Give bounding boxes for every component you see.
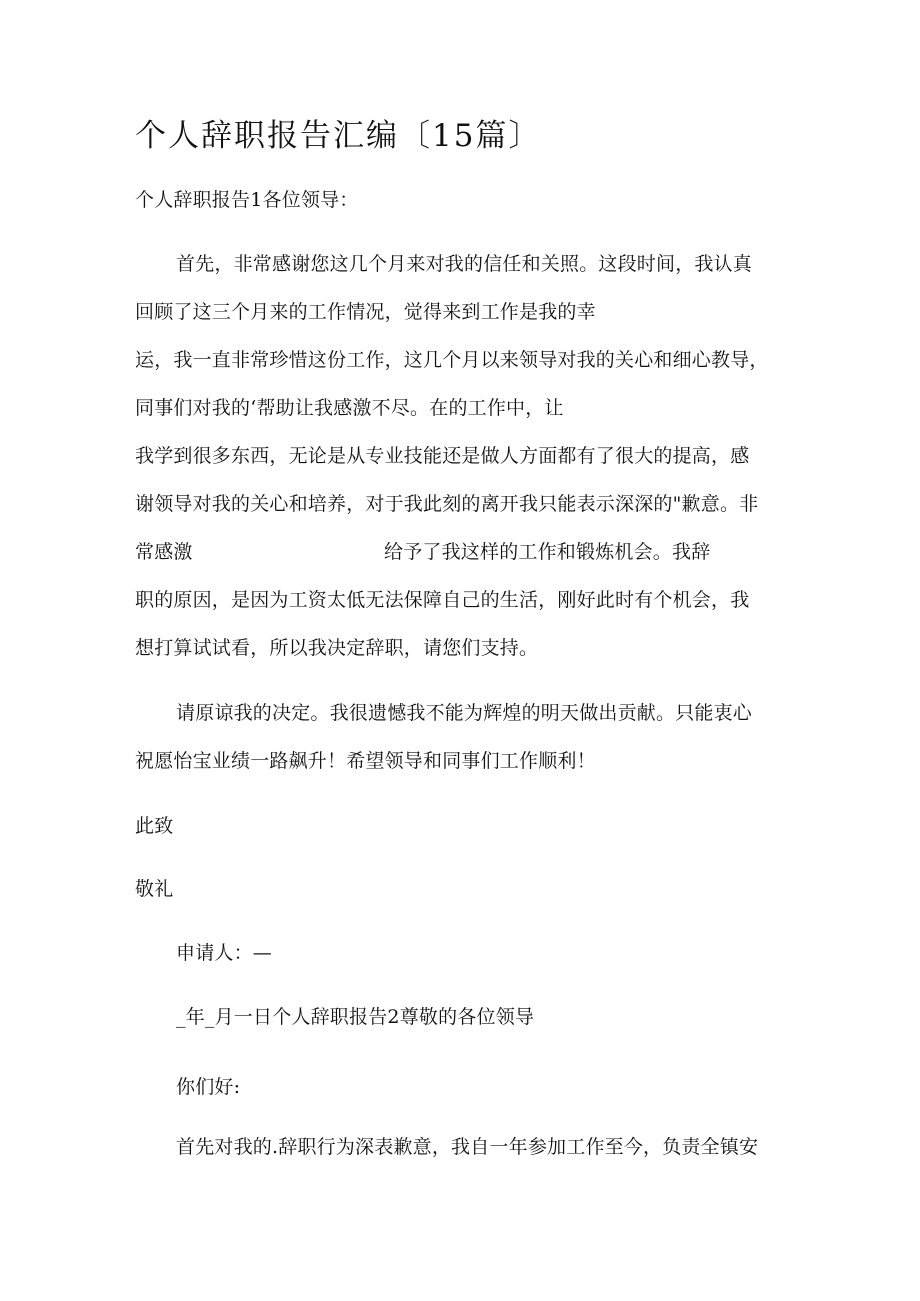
text-line: 回顾了这三个月来的工作情况，觉得来到工作是我的幸 [135,301,596,323]
text-line: 同事们对我的‘帮助让我感激不尽。在的工作中，让 [135,397,564,419]
greeting-line: 你们好: [176,1076,241,1098]
text-line: 谢领导对我的关心和培养，对于我此刻的离开我只能表示深深的"歉意。非 [135,493,759,515]
text-line: 给予了我这样的工作和锻炼机会。我辞 [384,541,711,563]
document-title: 个人辞职报告汇编〔15篇〕 [135,118,542,154]
text-line: 我学到很多东西，无论是从专业技能还是做人方面都有了很大的提高，感 [135,445,750,467]
applicant-line: 申请人：— [176,942,273,964]
text-line: 运，我一直非常珍惜这份工作，这几个月以来领导对我的关心和细心教导， [135,349,769,371]
text-line: 想打算试试看，所以我决定辞职，请您们支持。 [135,637,539,659]
text-line: 首先对我的.辞职行为深表歉意，我自一年参加工作至今，负责全镇安 [176,1136,759,1158]
text-line: 首先，非常感谢您这几个月来对我的信任和关照。这段时间，我认真 [176,253,753,275]
text-line: 请原谅我的决定。我很遗憾我不能为辉煌的明天做出贡献。只能衷心 [176,702,753,724]
text-line: 常感激 [135,541,193,563]
salutation-closing: 此致 [135,815,174,837]
text-line: 祝愿怡宝业绩一路飙升！希望领导和同事们工作顺利！ [135,750,596,772]
salutation-regards: 敬礼 [135,878,174,900]
text-line: 职的原因，是因为工资太低无法保障自己的生活，刚好此时有个机会，我 [135,589,750,611]
text-line: 个人辞职报告1各位领导： [135,189,359,211]
date-line: _年_月一日个人辞职报告2尊敬的各位领导 [176,1006,535,1028]
